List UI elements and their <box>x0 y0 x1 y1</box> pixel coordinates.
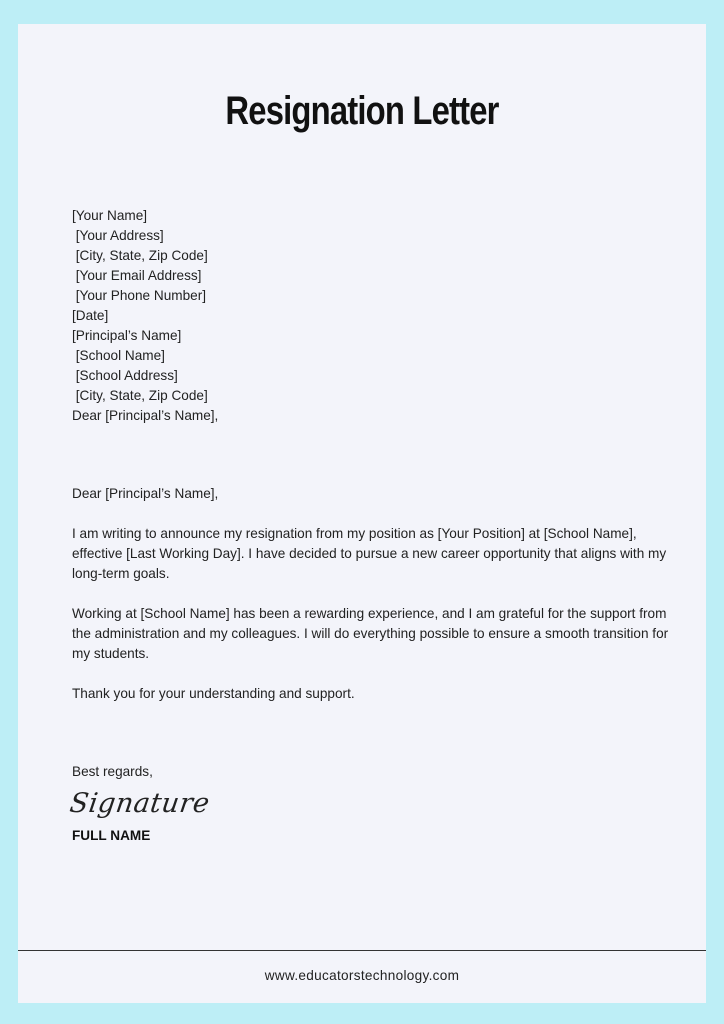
letter-body <box>72 484 672 724</box>
closing: Best regards, <box>72 764 153 779</box>
address-line: [Your Phone Number] <box>72 288 207 303</box>
body-paragraph: I am writing to announce my resignation from my position as [Your Position] at [School Name], effective [Last Working Day]. I have decided to pursue a new career opportunity that aligns with my long-term goals. <box>72 526 667 581</box>
letter-page <box>18 24 706 1003</box>
address-line: [Your Email Address] <box>72 268 202 283</box>
footer-divider <box>18 950 706 951</box>
address-line: [City, State, Zip Code] <box>72 248 208 263</box>
address-line: [City, State, Zip Code] <box>72 388 208 403</box>
address-line: [Your Address] <box>72 228 164 243</box>
address-line: [School Address] <box>72 368 178 383</box>
address-block <box>72 206 218 426</box>
address-line: [School Name] <box>72 348 165 363</box>
address-line: [Date] <box>72 308 109 323</box>
full-name: FULL NAME <box>72 828 151 843</box>
address-line: [Your Name] <box>72 208 148 223</box>
footer-url: www.educatorstechnology.com <box>264 968 460 983</box>
signature: Signature <box>67 788 212 819</box>
page-title: Resignation Letter <box>225 89 499 133</box>
address-line: Dear [Principal’s Name], <box>72 408 219 423</box>
address-line: [Principal’s Name] <box>72 328 182 343</box>
salutation: Dear [Principal’s Name], <box>72 486 219 501</box>
body-paragraph: Working at [School Name] has been a rewarding experience, and I am grateful for the support from the administration and my colleagues. I will do everything possible to ensure a smooth transition for my students. <box>72 606 669 661</box>
body-paragraph: Thank you for your understanding and support. <box>72 686 355 701</box>
